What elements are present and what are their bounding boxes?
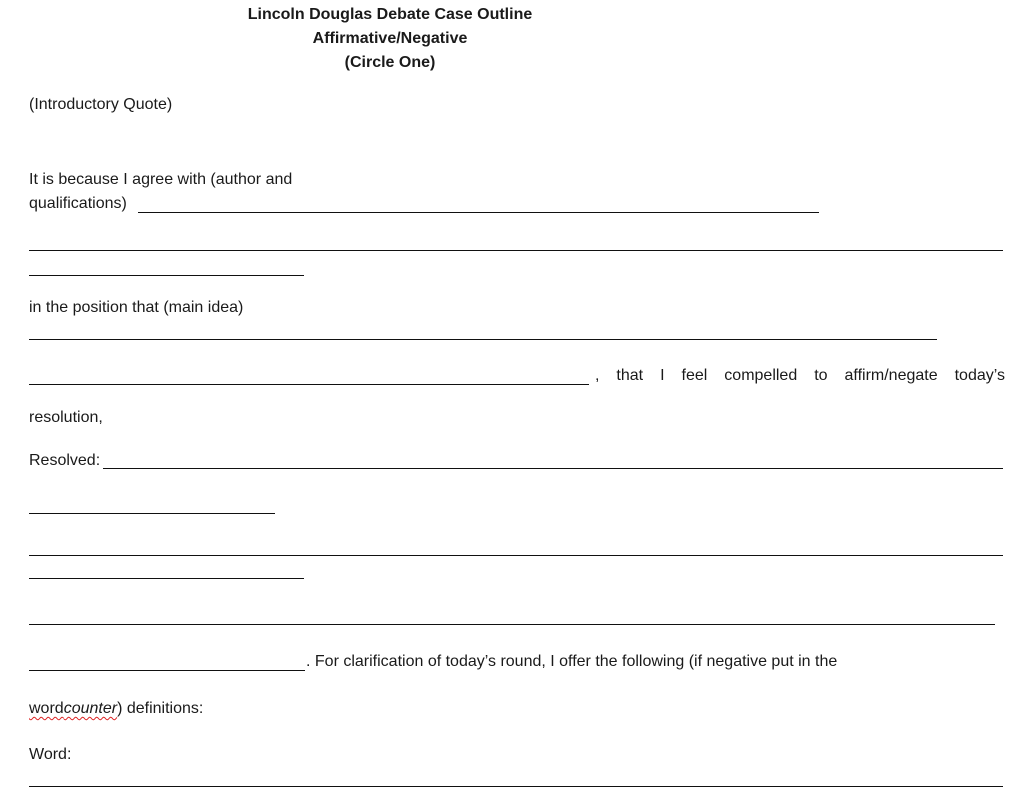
compelled-text: , that I feel compelled to affirm/negate today’s bbox=[595, 367, 1005, 384]
resolved-blank[interactable] bbox=[103, 468, 1003, 469]
resolved-blank-4[interactable] bbox=[29, 578, 304, 579]
counter-italic: counter bbox=[63, 700, 118, 717]
side-selection: Affirmative/Negative bbox=[312, 30, 468, 47]
resolved-blank-3[interactable] bbox=[29, 555, 1003, 556]
agree-text-line1: It is because I agree with (author and bbox=[29, 171, 293, 188]
position-label: in the position that (main idea) bbox=[29, 299, 244, 316]
resolution-text: resolution, bbox=[29, 409, 103, 426]
main-idea-blank[interactable] bbox=[29, 339, 937, 340]
qualifications-blank-2[interactable] bbox=[29, 250, 1003, 251]
word-blank[interactable] bbox=[29, 786, 1003, 787]
intro-quote-label: (Introductory Quote) bbox=[29, 96, 173, 113]
resolved-label: Resolved: bbox=[29, 452, 101, 469]
document-title: Lincoln Douglas Debate Case Outline bbox=[247, 6, 533, 23]
word-prefix: word bbox=[29, 700, 64, 717]
qualifications-blank-3[interactable] bbox=[29, 275, 304, 276]
qualifications-blank[interactable] bbox=[138, 212, 819, 213]
clarification-text: . For clarification of today’s round, I offer the following (if negative put in the bbox=[306, 653, 838, 670]
main-idea-blank-2[interactable] bbox=[29, 384, 589, 385]
definitions-line bbox=[29, 699, 203, 719]
circle-instruction: (Circle One) bbox=[344, 54, 436, 71]
resolved-blank-2[interactable] bbox=[29, 513, 275, 514]
agree-text-line2: qualifications) bbox=[29, 195, 127, 212]
resolved-blank-5[interactable] bbox=[29, 624, 995, 625]
clarification-blank[interactable] bbox=[29, 670, 305, 671]
word-label: Word: bbox=[29, 746, 72, 763]
definitions-text: ) definitions: bbox=[117, 700, 204, 717]
